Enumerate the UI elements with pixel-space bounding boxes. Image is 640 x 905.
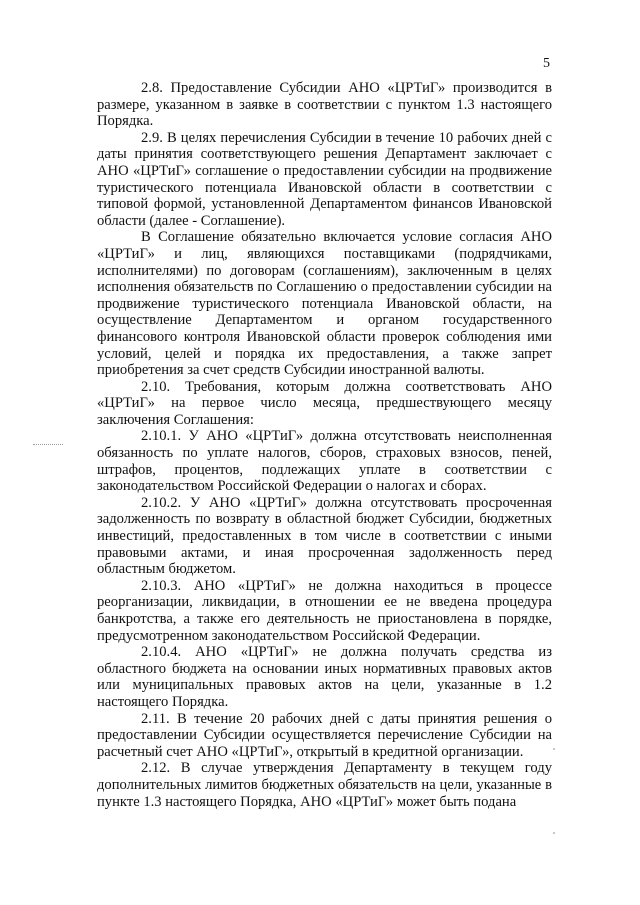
- paragraph-2-10-4: 2.10.4. АНО «ЦРТиГ» не должна получать средства из областного бюджета на основании иных нормативных правовых актов или муниципальных правовых актов на цели, указанные в 1.2 настоящего Порядка.: [97, 644, 552, 710]
- scan-artifact-dot: [553, 748, 555, 750]
- paragraph-agreement-condition: В Соглашение обязательно включается условие согласия АНО «ЦРТиГ» и лиц, являющихся поставщиками (подрядчиками, исполнителями) по договорам (соглашениям), заключенным в целях исполнения обязательств по Соглашению о предоставлении субсидии на продвижение туристического потенциала Ивановской области, на осуществление Департаментом и органом государственного финансового контроля Ивановской области проверок соблюдения ими условий, целей и порядка их предоставления, а также запрет приобретения за счет средств Субсидии иностранной валюты.: [97, 229, 552, 379]
- scan-artifact-dot: [553, 832, 555, 834]
- paragraph-2-10-3: 2.10.3. АНО «ЦРТиГ» не должна находиться в процессе реорганизации, ликвидации, в отношении ее не введена процедура банкротства, а также его деятельность не приостановлена в порядке, предусмотренном законодательством Российской Федерации.: [97, 577, 552, 644]
- paragraph-2-11: 2.11. В течение 20 рабочих дней с даты принятия решения о предоставлении Субсидии осуществляется перечисление Субсидии на расчетный счет АНО «ЦРТиГ», открытый в кредитной организации.: [97, 710, 552, 760]
- paragraph-2-10-1: 2.10.1. У АНО «ЦРТиГ» должна отсутствовать неисполненная обязанность по уплате налогов, сборов, страховых взносов, пеней, штрафов, процентов, подлежащих уплате в соответствии с законодательством Российской Федерации о налогах и сборах.: [97, 428, 552, 495]
- paragraph-2-10-2: 2.10.2. У АНО «ЦРТиГ» должна отсутствовать просроченная задолженность по возврату в областной бюджет Субсидии, бюджетных инвестиций, предоставленных в том числе в соответствии с иными правовыми актами, и иная просроченная задолженность перед областным бюджетом.: [97, 494, 552, 578]
- paragraph-2-12: 2.12. В случае утверждения Департаменту в текущем году дополнительных лимитов бюджетных обязательств на цели, указанные в пункте 1.3 настоящего Порядка, АНО «ЦРТиГ» может быть подана: [97, 760, 552, 810]
- paragraph-2-9: 2.9. В целях перечисления Субсидии в течение 10 рабочих дней с даты принятия соответствующего решения Департамент заключает с АНО «ЦРТиГ» соглашение о предоставлении субсидии на продвижение туристического потенциала Ивановской области в соответствии с типовой формой, установленной Департаментом финансов Ивановской области (далее - Соглашение).: [97, 129, 552, 229]
- document-body: [97, 80, 552, 810]
- paragraph-2-8: 2.8. Предоставление Субсидии АНО «ЦРТиГ» производится в размере, указанном в заявке в соответствии с пунктом 1.3 настоящего Порядка.: [97, 80, 552, 130]
- paragraph-2-10: 2.10. Требования, которым должна соответствовать АНО «ЦРТиГ» на первое число месяца, предшествующего месяцу заключения Соглашения:: [97, 378, 552, 428]
- scan-artifact-mark: [33, 444, 63, 445]
- page-number: 5: [543, 56, 550, 71]
